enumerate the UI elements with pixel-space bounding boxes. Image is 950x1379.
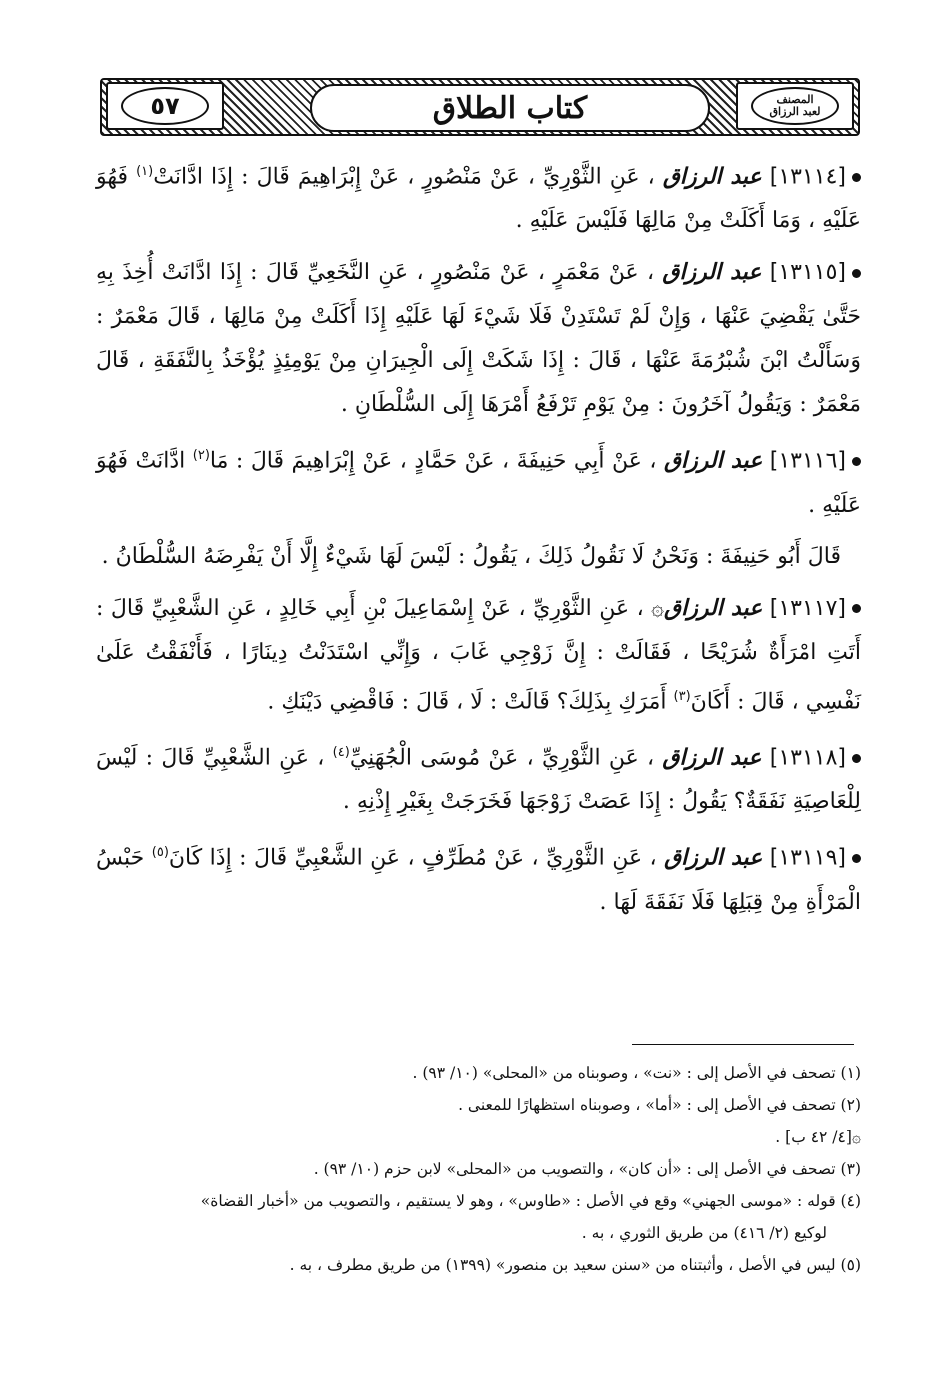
- logo-line-2: لعبد الرزاق: [769, 105, 821, 118]
- footnote: (٢) تصحف في الأصل إلى : «أما» ، وصوبناه استظهارًا للمعنى .: [458, 1096, 861, 1114]
- bullet-icon: [852, 604, 861, 613]
- footnote-ref: (٥): [151, 845, 169, 861]
- hadith-number: [١٣١١٦]: [769, 448, 847, 474]
- hadith-number: [١٣١١٥]: [769, 260, 847, 286]
- footnote-divider: [632, 1044, 854, 1045]
- hadith-entry: [96, 831, 861, 924]
- bullet-icon: [852, 269, 861, 278]
- hadith-text-cont: أَمَرَكِ بِذَلِكَ؟ قَالَتْ : لَا ، قَالَ : فَاقْضِي دَيْنَكِ .: [267, 688, 667, 714]
- logo-line-1: المصنف: [776, 93, 814, 106]
- footnote: (٣) تصحف في الأصل إلى : «أن كان» ، والتصويب من «المحلى» لابن حزم (١٠/ ٩٣) .: [313, 1160, 861, 1178]
- hadith-entry: [96, 250, 861, 427]
- hadith-text-cont: ادَّانَتْ فَهُوَ عَلَيْهِ .: [96, 448, 861, 518]
- bullet-icon: [852, 754, 861, 763]
- hadith-text-cont: ، عَنِ الشَّعْبِيِّ قَالَ : لَيْسَ لِلْعَاصِيَةِ نَفَقَةٌ؟ يَقُولُ : إِذَا عَصَتْ زَوْجَهَا فَخَرَجَتْ بِغَيْرِ إِذْنِهِ .: [96, 745, 861, 815]
- main-text: [96, 150, 861, 932]
- narrator-name: عبد الرزاق: [662, 163, 762, 190]
- logo-oval: [751, 87, 839, 125]
- page-number: ٥٧: [150, 92, 180, 120]
- hadith-text: ، عَنْ أَبِي حَنِيفَةَ ، عَنْ حَمَّادٍ ، عَنْ إِبْرَاهِيمَ قَالَ : مَا: [209, 448, 657, 474]
- page-number-box: [106, 82, 224, 130]
- hadith-number: [١٣١١٩]: [769, 845, 846, 871]
- footnote-continuation: لوكيع (٢/ ٤١٦) من طريق الثوري ، به .: [581, 1224, 827, 1242]
- hadith-text: ، عَنِ الثَّوْرِيِّ ، عَنْ إِسْمَاعِيلَ بْنِ أَبِي خَالِدٍ ، عَنِ الشَّعْبِيِّ قَالَ : أَتَتِ امْرَأَةٌ شُرَيْحًا ، فَقَالَتْ : إِنَّ زَوْجِي غَابَ ، وَإِنِّي اسْتَدَنْتُ دِينَارًا ، فَأَنْفَقْتُ عَلَىٰ نَفْسِي ، قَالَ : أَكَانَ: [96, 595, 861, 714]
- footnote: ۞[٤/ ٤٢ ب] .: [775, 1128, 861, 1146]
- page-number-oval: [121, 87, 209, 125]
- narrator-name: عبد الرزاق: [664, 594, 763, 621]
- hadith-entry: [96, 434, 861, 527]
- narrator-name: عبد الرزاق: [663, 447, 763, 474]
- footnote: (٥) ليس في الأصل ، وأثبتناه من «سنن سعيد بن منصور» (١٣٩٩) من طريق مطرف ، به .: [289, 1256, 861, 1274]
- hadith-number: [١٣١١٤]: [769, 164, 846, 190]
- footnotes: [96, 1057, 861, 1281]
- hadith-number: [١٣١١٨]: [769, 745, 846, 771]
- footnote-ref: (٢): [192, 448, 210, 464]
- book-logo: [736, 82, 854, 130]
- hadith-text: ، عَنِ الثَّوْرِيِّ ، عَنْ مَنْصُورٍ ، عَنْ إِبْرَاهِيمَ قَالَ : إِذَا ادَّانَتْ: [153, 164, 655, 190]
- manuscript-mark-icon: ۞: [651, 595, 665, 621]
- hadith-text: ، عَنْ مَعْمَرٍ ، عَنْ مَنْصُورٍ ، عَنِ النَّخَعِيِّ قَالَ : إِذَا ادَّانَتْ أُخِذَ بِهِ حَتَّىٰ يَقْضِيَ عَنْهَا ، وَإِنْ لَمْ تَسْتَدِنْ فَلَا شَيْءَ لَهَا عَلَيْهِ إِذَا أَكَلَتْ مِنْ مَالِهَا ، قَالَ مَعْمَرٌ : وَسَأَلْتُ ابْنَ شُبْرُمَةَ عَنْهَا ، قَالَ : إِذَا شَكَتْ إِلَى الْجِيرَانِ مِنْ يَوْمِئِذٍ يُؤْخَذُ بِالنَّفَقَةِ ، قَالَ مَعْمَرٌ : وَيَقُولُ آخَرُونَ : مِنْ يَوْمِ تَرْفَعُ أَمْرَهَا إِلَى السُّلْطَانِ .: [96, 260, 861, 418]
- chapter-title-box: [310, 84, 710, 132]
- bullet-icon: [852, 457, 861, 466]
- footnote: (١) تصحف في الأصل إلى : «نت» ، وصوبناه من «المحلى» (١٠/ ٩٣) .: [412, 1064, 861, 1082]
- hadith-text: ، عَنِ الثَّوْرِيِّ ، عَنْ مُوسَى الْجُهَنِيِّ: [349, 745, 655, 771]
- hadith-text: ، عَنِ الثَّوْرِيِّ ، عَنْ مُطَرِّفٍ ، عَنِ الشَّعْبِيِّ قَالَ : إِذَا كَانَ: [168, 845, 657, 871]
- bullet-icon: [852, 173, 861, 182]
- footnote-ref: (٤): [332, 744, 350, 760]
- hadith-entry: [96, 731, 861, 824]
- footnote-ref: (٣): [673, 688, 691, 704]
- hadith-text-cont: حَبْسُ الْمَرْأَةِ مِنْ قِبَلِهَا فَلَا نَفَقَةَ لَهَا .: [96, 845, 861, 915]
- bullet-icon: [852, 854, 861, 863]
- footnote: (٤) قوله : «موسى الجهني» وقع في الأصل : «طاوس» ، وهو لا يستقيم ، والتصويب من «أخبار القضاة»: [200, 1192, 861, 1210]
- running-header: [100, 78, 860, 136]
- hadith-text-cont: فَهُوَ عَلَيْهِ ، وَمَا أَكَلَتْ مِنْ مَالِهَا فَلَيْسَ عَلَيْهِ .: [96, 164, 861, 234]
- chapter-title: كتاب الطلاق: [432, 90, 588, 126]
- hadith-entry: [96, 586, 861, 724]
- narrator-name: عبد الرزاق: [662, 744, 762, 771]
- commentary-paragraph: قَالَ أَبُو حَنِيفَةَ : وَنَحْنُ لَا نَقُولُ ذَلِكَ ، يَقُولُ : لَيْسَ لَهَا شَيْءٌ إِلَّا أَنْ يَفْرِضَهُ السُّلْطَانُ .: [101, 543, 841, 569]
- narrator-name: عبد الرزاق: [662, 259, 762, 286]
- narrator-name: عبد الرزاق: [664, 844, 763, 871]
- footnote-ref: (١): [136, 164, 154, 179]
- hadith-number: [١٣١١٧]: [769, 595, 846, 621]
- hadith-entry: [96, 150, 861, 243]
